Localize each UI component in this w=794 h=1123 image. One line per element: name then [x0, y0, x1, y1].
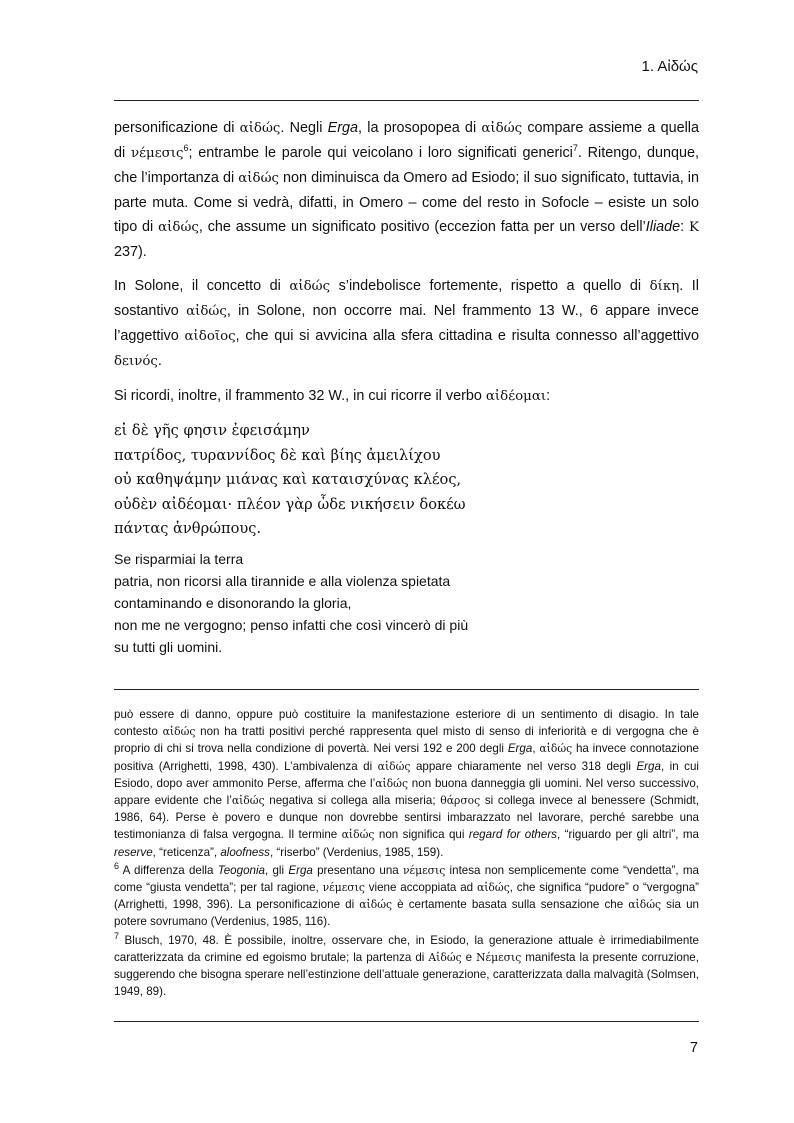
text-span: , in cui Esiodo, dopo aver ammonito Perse, afferma che l’ [114, 759, 700, 790]
italic-phrase: reserve [114, 845, 153, 859]
translation-line: patria, non ricorsi alla tirannide e alla violenza spietata [114, 572, 451, 589]
text-span: : [546, 388, 551, 404]
text-span: . Negli [280, 120, 328, 136]
text-span: , che assume un significato positivo (eccezion fatta per un verso dell’ [198, 219, 646, 235]
text-span: , “riserbo” (Verdenius, 1985, 159). [269, 845, 444, 859]
greek-term: νέμεσις [130, 146, 184, 161]
running-header: 1. Αἰδώς [641, 58, 698, 75]
text-span: e [461, 950, 477, 964]
italic-phrase: aloofness [220, 845, 270, 859]
greek-term: αἰδώς [186, 304, 227, 319]
text-span: si collega invece al benessere (Schmidt, 1986, 64). Perse è povero e dunque non dovrebbe sentirsi imbarazzato nel lavorare, perché sarebbe una testimonianza di falsa vergogna. Il termine [114, 794, 699, 842]
footnote-6 [114, 862, 699, 931]
greek-term: Κ [689, 220, 700, 235]
poem-line: οὐδὲν αἰδέομαι· πλέον γὰρ ὧδε νικήσειν δοκέω [114, 495, 466, 513]
header-rule [114, 100, 699, 101]
greek-term: αἰδώς [238, 171, 279, 186]
text-span: Blusch, 1970, 48. È possibile, inoltre, osservare che, in Esiodo, la generazione attuale è irrimediabilmente caratterizzata da crimine ed egoismo brutale; la partenza di [114, 933, 699, 964]
italic-title: Erga [636, 759, 661, 773]
text-span: personificazione di [114, 120, 240, 136]
translation-line: su tutti gli uomini. [114, 638, 223, 655]
italic-title: Erga [507, 742, 533, 756]
text-span: , “riguardo per gli altri”, ma [556, 828, 699, 842]
greek-term: Νέμεσις [476, 950, 522, 964]
italic-title: Teogonia [217, 863, 265, 877]
greek-term: αἰδώς [539, 742, 573, 756]
footnote-7 [114, 932, 699, 1001]
text-span: non buona danneggia gli uomini. Nel verso successivo, appare evidente che l’ [114, 776, 699, 808]
poem-line: πατρίδος, τυραννίδος δὲ καὶ βίης ἀμειλίχου [114, 446, 441, 464]
footnotes [114, 706, 699, 1000]
main-text [114, 116, 699, 658]
greek-term: αἰδοῖος [184, 329, 236, 344]
text-span: , [532, 742, 540, 756]
greek-term: δεινός [114, 354, 158, 369]
greek-term: αἰδέομαι [485, 389, 547, 404]
text-span: , gli [265, 863, 289, 877]
bottom-rule [114, 1021, 699, 1022]
text-span: manifesta la presente corruzione, suggerendo che bisogna sperare nell’estinzione dell’attuale generazione, caratterizzata dalla malvagità (Solmsen, 1949, 89). [114, 950, 699, 999]
text-span: viene accoppiata ad [364, 881, 477, 895]
greek-term: αἰδώς [158, 220, 199, 235]
greek-term: Αἰδώς [428, 950, 462, 964]
poem-line: πάντας ἀνθρώπους. [114, 520, 262, 537]
text-span: compare assieme a quella di [114, 120, 699, 161]
greek-term: αἰδώς [162, 725, 196, 739]
footnote-number: 6 [114, 860, 120, 871]
text-span: . Il sostantivo [114, 278, 699, 319]
greek-term: αἰδώς [375, 776, 408, 790]
text-span: , la prosopopea di [358, 120, 482, 136]
greek-term: δίκη [649, 279, 680, 294]
greek-term: αἰδώς [239, 121, 281, 136]
greek-poem [114, 419, 699, 542]
text-span: non ha tratti positivi perché rappresenta quel misto di senso di inferiorità e di vergogna che è proprio di chi si trova nella condizione di povertà. Nei versi 192 e 200 degli [114, 725, 699, 756]
text-span: presentano una [312, 863, 403, 877]
footnote-continuation [114, 706, 699, 861]
poem-translation [114, 548, 699, 658]
text-span: : [680, 219, 690, 235]
text-span: . [157, 353, 162, 369]
greek-term: αἰδώς [341, 828, 375, 842]
text-span: , che qui si avvicina alla sfera cittadina e risulta connesso all’aggettivo [235, 328, 699, 344]
text-span: In Solone, il concetto di [114, 278, 290, 294]
text-span: non significa qui [374, 828, 469, 842]
greek-term: αἰδώς [476, 881, 510, 895]
text-span: è certamente basata sulla sensazione che [392, 898, 629, 912]
footnote-number: 7 [114, 930, 120, 941]
translation-line: Se risparmiai la terra [114, 550, 244, 567]
text-span: , che significa “pudore” o “vergogna” (Arrighetti, 1998, 396). La personificazione di [114, 881, 700, 912]
text-span: ; entrambe le parole qui veicolano i loro significati generici [188, 145, 573, 161]
text-span: ha invece connotazione positiva (Arrighetti, 1998, 430). L’ambivalenza di [114, 742, 699, 773]
paragraph-1 [114, 116, 699, 264]
italic-title: Erga [327, 120, 359, 136]
poem-line: οὐ καθηψάμην μιάνας καὶ καταισχύνας κλέος, [114, 471, 462, 488]
paragraph-3 [114, 384, 699, 409]
greek-term: αἰδώς [377, 759, 411, 773]
greek-term: νέμεσις [322, 881, 365, 895]
italic-title: Iliade [645, 219, 681, 235]
footnote-ref-6[interactable]: 6 [183, 143, 189, 154]
footnote-rule [114, 689, 699, 690]
text-span: 237). [114, 244, 147, 260]
greek-term: αἰδώς [359, 898, 393, 912]
text-span: . Ritengo, dunque, che l’importanza di [114, 145, 699, 186]
greek-term: αἰδώς [481, 121, 523, 136]
text-span: A differenza della [119, 863, 218, 877]
paragraph-2 [114, 274, 699, 374]
greek-term: θάρσος [440, 794, 481, 808]
text-span: sia un potere sovrumano (Verdenius, 1985, 116). [114, 898, 699, 929]
italic-title: Erga [288, 863, 313, 877]
italic-phrase: regard for others [468, 828, 557, 842]
text-span: s’indebolisce fortemente, rispetto a quello di [330, 278, 650, 294]
text-span: non diminuisca da Omero ad Esiodo; il suo significato, tuttavia, in parte muta. Come si vedrà, difatti, in Omero – come del resto in Sofocle – esiste un solo tipo di [114, 170, 700, 235]
greek-term: νέμεσις [402, 863, 446, 877]
text-span: , in Solone, non occorre mai. Nel frammento 13 W., 6 appare invece l’aggettivo [114, 303, 699, 344]
text-span: appare chiaramente nel verso 318 degli [410, 759, 637, 773]
text-span: , “reticenza”, [152, 845, 221, 859]
poem-line: εἰ δὲ γῆς φησιν ἐφεισάμην [114, 422, 310, 439]
text-span: intesa non semplicemente come “vendetta”, ma come “giusta vendetta”; per tal ragione, [114, 863, 699, 895]
greek-term: αἰδώς [628, 898, 662, 912]
footnote-ref-7[interactable]: 7 [572, 143, 578, 154]
page-number: 7 [689, 1040, 698, 1056]
greek-term: αἰδώς [231, 794, 265, 808]
translation-line: non me ne vergogno; penso infatti che così vincerò di più [114, 616, 469, 633]
translation-line: contaminando e disonorando la gloria, [114, 594, 352, 611]
text-span: Si ricordi, inoltre, il frammento 32 W., in cui ricorre il verbo [114, 388, 486, 404]
text-span: negativa si collega alla miseria; [264, 794, 441, 808]
text-span: può essere di danno, oppure può costituire la manifestazione esteriore di un sentimento di disagio. In tale contesto [114, 708, 699, 739]
greek-term: αἰδώς [289, 279, 331, 294]
